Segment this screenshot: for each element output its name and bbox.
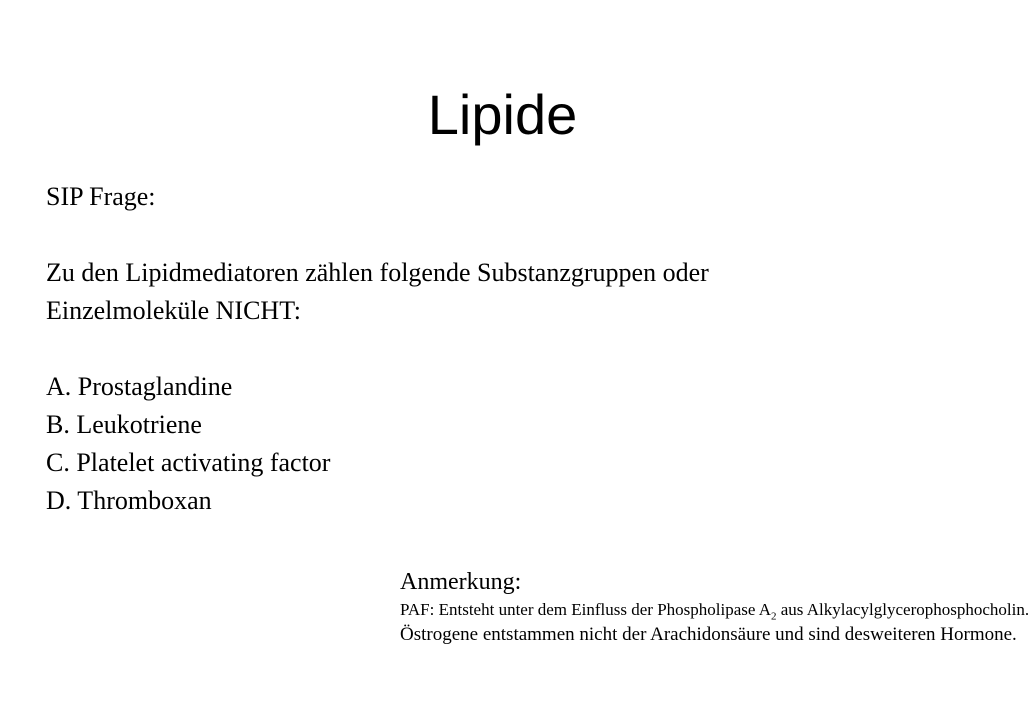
question-label: SIP Frage:	[46, 182, 156, 211]
answer-option-b: B. Leukotriene	[46, 410, 202, 439]
answer-option-a: A. Prostaglandine	[46, 372, 233, 401]
spacer	[46, 330, 926, 368]
answer-option-c: C. Platelet activating factor	[46, 448, 331, 477]
slide-title: Lipide	[427, 83, 578, 146]
spacer	[46, 216, 926, 254]
note-line-paf-text-after: aus Alkylacylglycerophosphocholin.	[776, 600, 1029, 619]
note-heading: Anmerkung:	[400, 569, 522, 595]
note-line-paf-text-before: PAF: Entsteht unter dem Einfluss der Phospholipase A	[400, 600, 772, 619]
note-block	[400, 566, 1029, 648]
note-line-paf-subscript: 2	[771, 610, 777, 623]
question-block	[46, 178, 926, 520]
answer-option-d: D. Thromboxan	[46, 486, 212, 515]
note-line-paf	[400, 598, 1029, 623]
question-stem-line-1: Zu den Lipidmediatoren zählen folgende Substanzgruppen oder	[46, 258, 709, 287]
note-line-oestrogene: Östrogene entstammen nicht der Arachidonsäure und sind desweiteren Hormone.	[400, 624, 1017, 645]
question-stem-line-2: Einzelmoleküle NICHT:	[46, 296, 302, 325]
